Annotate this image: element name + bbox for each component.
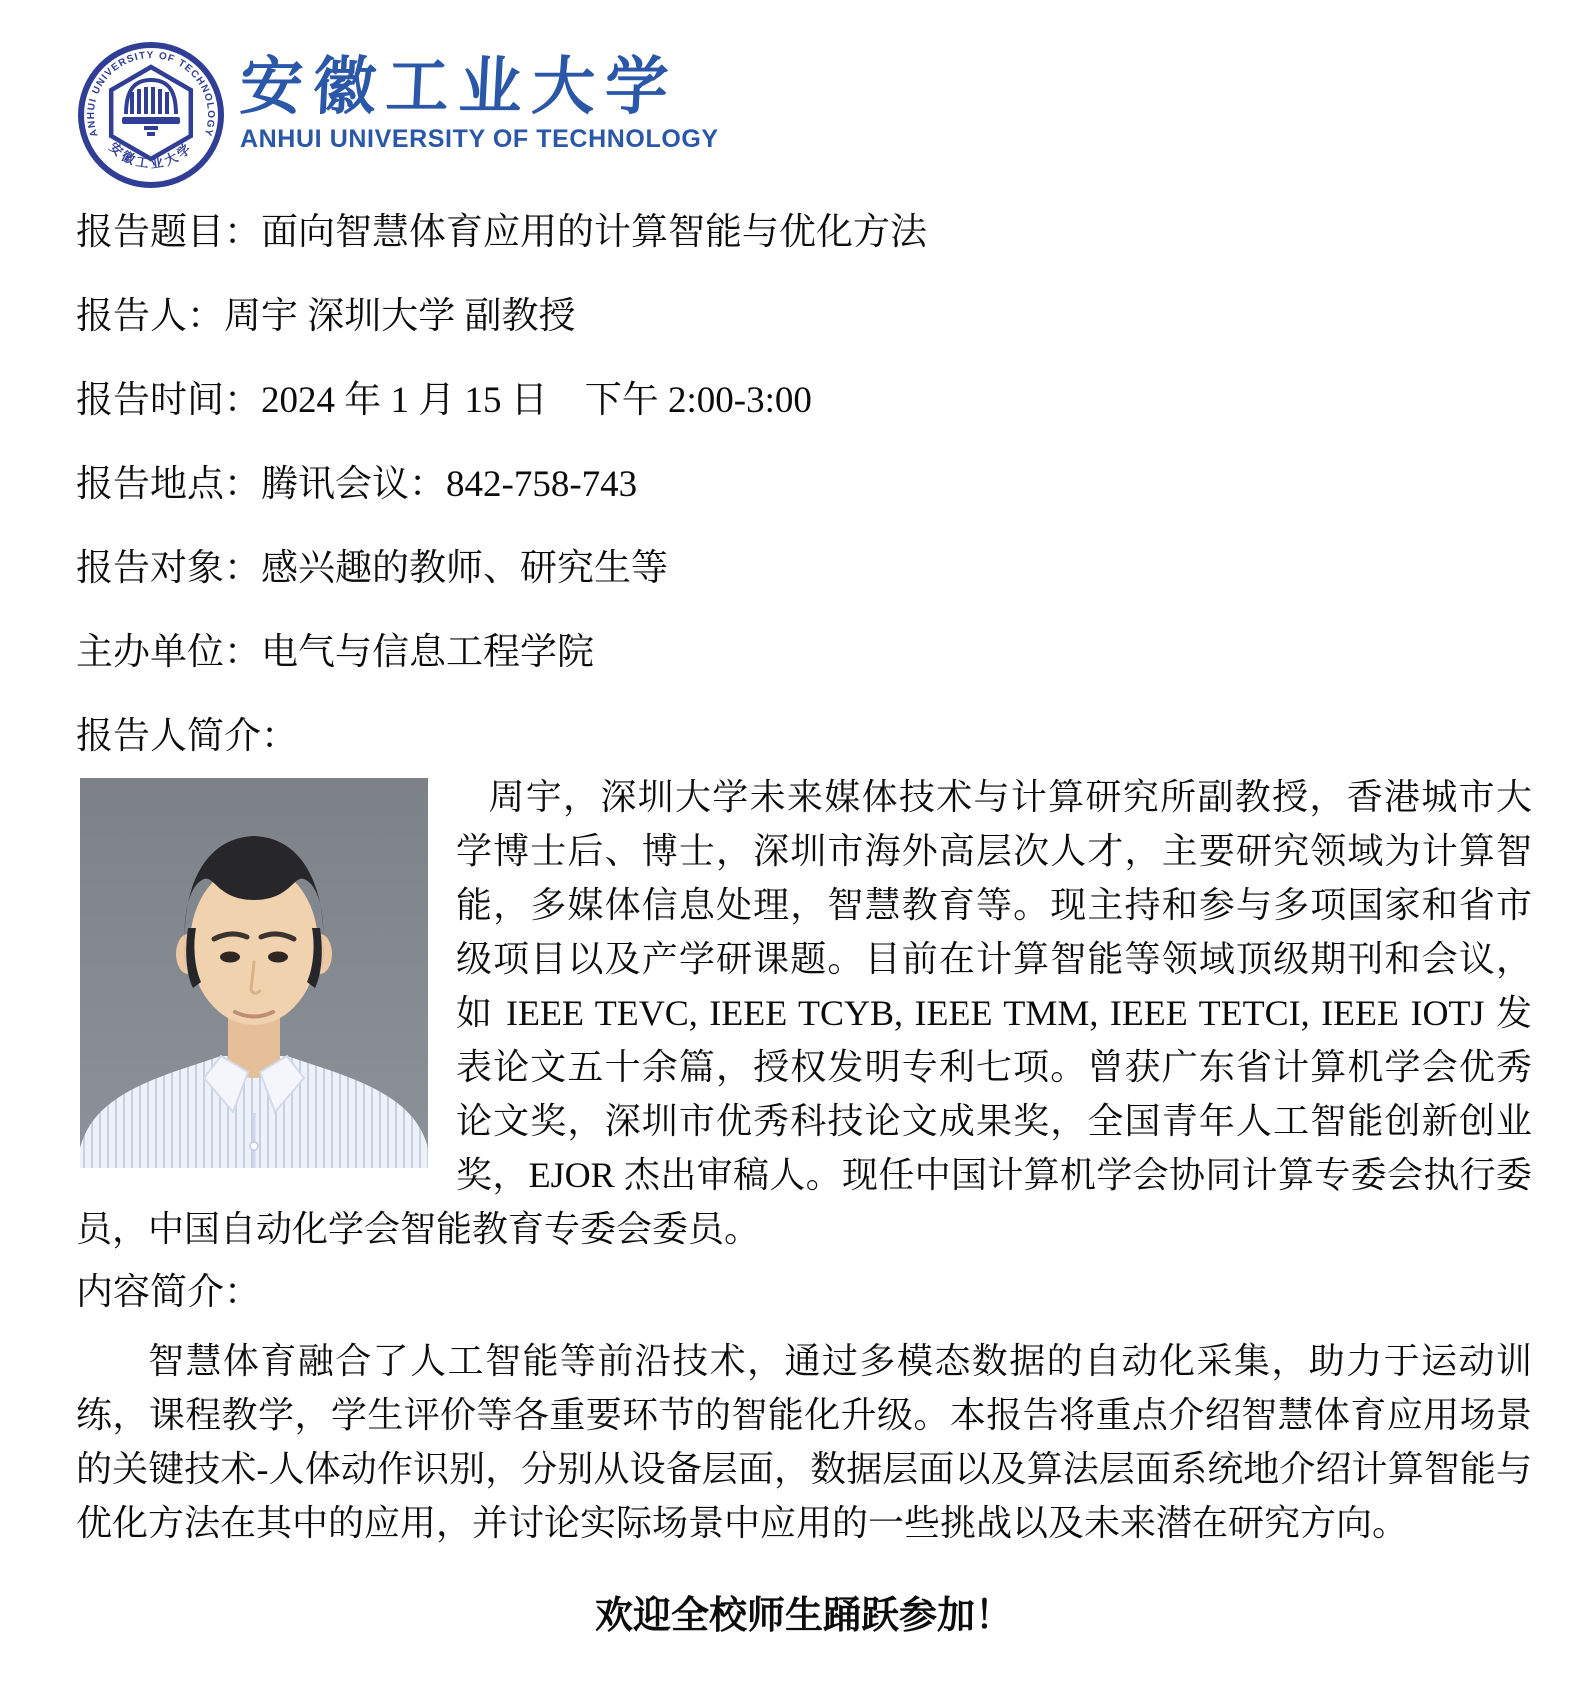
university-logo bbox=[76, 40, 1532, 192]
speaker-bio-section bbox=[76, 770, 1532, 1256]
report-speaker-line: 报告人：周宇 深圳大学 副教授 bbox=[76, 296, 576, 337]
report-venue-line: 报告地点：腾讯会议：842-758-743 bbox=[76, 464, 638, 505]
speaker-portrait-illustration bbox=[80, 778, 428, 1168]
eye-left bbox=[220, 952, 240, 963]
announcement-body bbox=[76, 210, 1532, 1639]
university-name-cn: 安徽工业大学 bbox=[238, 52, 680, 122]
report-time-line: 报告时间：2024 年 1 月 15 日 下午 2:00-3:00 bbox=[76, 380, 812, 421]
seal-bottom-text: 安徽工业大学 bbox=[106, 139, 196, 172]
speaker-photo bbox=[80, 778, 428, 1168]
closing-invitation: 欢迎全校师生踊跃参加！ bbox=[594, 1595, 1013, 1637]
speaker-bio-text: 周宇，深圳大学未来媒体技术与计算研究所副教授，香港城市大学博士后、博士，深圳市海外高层次人才，主要研究领域为计算智能，多媒体信息处理，智慧教育等。现主持和参与多项国家和省市级项目以及产学研课题。目前在计算智能等领域顶级期刊和会议，如 IEEE TEVC, IEEE TCYB, IEEE TMM, IEEE TETCI, IEEE IOTJ 发表论文五十余篇，授权发明专利七项。曾获广东省计算机学会优秀论文奖，深圳市优秀科技论文成果奖，全国青年人工智能创新创业奖，EJOR 杰出审稿人。现任中国计算机学会协同计算专委会执行委员，中国自动化学会智能教育专委会委员。 bbox=[76, 777, 1532, 1249]
seal-ring-text: ANHUI UNIVERSITY OF TECHNOLOGY bbox=[85, 50, 217, 139]
content-heading: 内容简介： bbox=[76, 1272, 261, 1313]
university-seal-icon bbox=[76, 40, 226, 190]
university-name-block bbox=[240, 40, 719, 154]
shirt-button bbox=[250, 1142, 258, 1150]
report-organizer-line: 主办单位：电气与信息工程学院 bbox=[76, 632, 594, 673]
report-title-line: 报告题目：面向智慧体育应用的计算智能与优化方法 bbox=[76, 212, 927, 253]
university-name-en: ANHUI UNIVERSITY OF TECHNOLOGY bbox=[240, 124, 719, 153]
eye-right bbox=[268, 952, 288, 963]
speaker-bio-heading: 报告人简介： bbox=[76, 716, 298, 757]
content-text: 智慧体育融合了人工智能等前沿技术，通过多模态数据的自动化采集，助力于运动训练，课程教学，学生评价等各重要环节的智能化升级。本报告将重点介绍智慧体育应用场景的关键技术-人体动作识别，分别从设备层面，数据层面以及算法层面系统地介绍计算智能与优化方法在其中的应用，并讨论实际场景中应用的一些挑战以及未来潜在研究方向。 bbox=[76, 1341, 1532, 1543]
report-audience-line: 报告对象：感兴趣的教师、研究生等 bbox=[76, 548, 668, 589]
